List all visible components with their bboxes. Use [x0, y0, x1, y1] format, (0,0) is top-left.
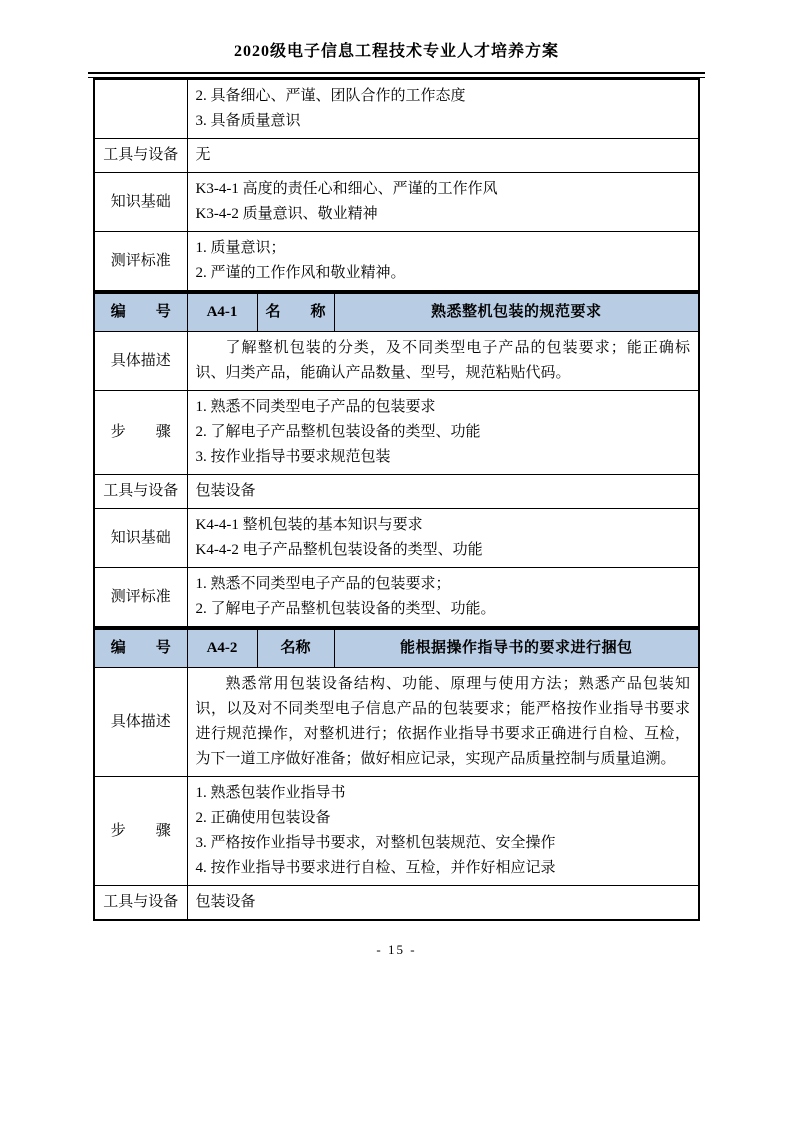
content-line: 3. 具备质量意识	[195, 113, 301, 129]
table-row	[94, 509, 699, 568]
table-k3-continued	[93, 78, 700, 292]
content-line: K3-4-1 高度的责任心和细心、严谨的工作作风	[195, 181, 498, 197]
table-row	[94, 777, 699, 886]
table-row	[94, 173, 699, 232]
content-line: 3. 严格按作业指导书要求，对整机包装规范、安全操作	[195, 835, 556, 851]
header-title: 能根据操作指导书的要求进行捆包	[334, 629, 699, 668]
row-content	[187, 173, 699, 232]
content-line: 1. 熟悉不同类型电子产品的包装要求	[195, 399, 436, 415]
table-header-row	[94, 293, 699, 332]
row-content	[187, 886, 699, 921]
row-label: 具体描述	[94, 668, 187, 777]
table-row	[94, 79, 699, 139]
content-line: 2. 了解电子产品整机包装设备的类型、功能	[195, 424, 481, 440]
header-code: A4-1	[187, 293, 257, 332]
row-content	[187, 232, 699, 292]
table-row	[94, 232, 699, 292]
row-content	[187, 332, 699, 391]
content-line: 包装设备	[195, 483, 256, 499]
row-content	[187, 139, 699, 173]
content-line: 包装设备	[195, 894, 256, 910]
content-line: K4-4-2 电子产品整机包装设备的类型、功能	[195, 542, 483, 558]
table-row	[94, 391, 699, 475]
row-label: 具体描述	[94, 332, 187, 391]
row-label: 知识基础	[94, 509, 187, 568]
row-label: 测评标准	[94, 232, 187, 292]
row-content	[187, 79, 699, 139]
header-label-number: 编 号	[94, 629, 187, 668]
content-line: 2. 具备细心、严谨、团队合作的工作态度	[195, 88, 466, 104]
table-row	[94, 139, 699, 173]
header-title: 熟悉整机包装的规范要求	[334, 293, 699, 332]
table-row	[94, 332, 699, 391]
content-line: K3-4-2 质量意识、敬业精神	[195, 206, 378, 222]
content-paragraph: 了解整机包装的分类，及不同类型电子产品的包装要求；能正确标识、归类产品，能确认产品数量、型号，规范粘贴代码。	[195, 340, 690, 381]
row-label: 步 骤	[94, 777, 187, 886]
row-label: 知识基础	[94, 173, 187, 232]
row-content	[187, 668, 699, 777]
table-body	[94, 668, 699, 921]
row-content	[187, 777, 699, 886]
content-line: 2. 严谨的工作作风和敬业精神。	[195, 265, 406, 281]
table-header-row	[94, 629, 699, 668]
header-label-number: 编 号	[94, 293, 187, 332]
table-row	[94, 886, 699, 921]
content-line: 1. 质量意识；	[195, 240, 286, 256]
table-a4-1	[93, 292, 700, 628]
table-row	[94, 668, 699, 777]
table-row	[94, 475, 699, 509]
table-a4-2	[93, 628, 700, 921]
row-label: 工具与设备	[94, 886, 187, 921]
header-code: A4-2	[187, 629, 257, 668]
row-label	[94, 79, 187, 139]
table-body	[94, 79, 699, 291]
content-line: 2. 了解电子产品整机包装设备的类型、功能。	[195, 601, 496, 617]
content-line: 1. 熟悉包装作业指导书	[195, 785, 346, 801]
table-body	[94, 332, 699, 628]
table-row	[94, 568, 699, 628]
page-title: 2020级电子信息工程技术专业人才培养方案	[233, 43, 559, 60]
content-paragraph: 熟悉常用包装设备结构、功能、原理与使用方法；熟悉产品包装知识，以及对不同类型电子信息产品的包装要求；能严格按作业指导书要求进行规范操作，对整机进行；依据作业指导书要求正确进行自检、互检，为下一道工序做好准备；做好相应记录，实现产品质量控制与质量追溯。	[195, 676, 690, 767]
row-content	[187, 568, 699, 628]
row-label: 步 骤	[94, 391, 187, 475]
row-content	[187, 391, 699, 475]
header-label-name: 名称	[257, 629, 334, 668]
row-label: 测评标准	[94, 568, 187, 628]
row-content	[187, 475, 699, 509]
row-label: 工具与设备	[94, 139, 187, 173]
content-line: 1. 熟悉不同类型电子产品的包装要求；	[195, 576, 451, 592]
content-line: K4-4-1 整机包装的基本知识与要求	[195, 517, 423, 533]
header-label-name: 名 称	[257, 293, 334, 332]
page-number: - 15 -	[376, 942, 417, 957]
content-line: 无	[195, 147, 211, 163]
row-label: 工具与设备	[94, 475, 187, 509]
content-line: 2. 正确使用包装设备	[195, 810, 331, 826]
content-line: 4. 按作业指导书要求进行自检、互检，并作好相应记录	[195, 860, 556, 876]
row-content	[187, 509, 699, 568]
content-line: 3. 按作业指导书要求规范包装	[195, 449, 391, 465]
